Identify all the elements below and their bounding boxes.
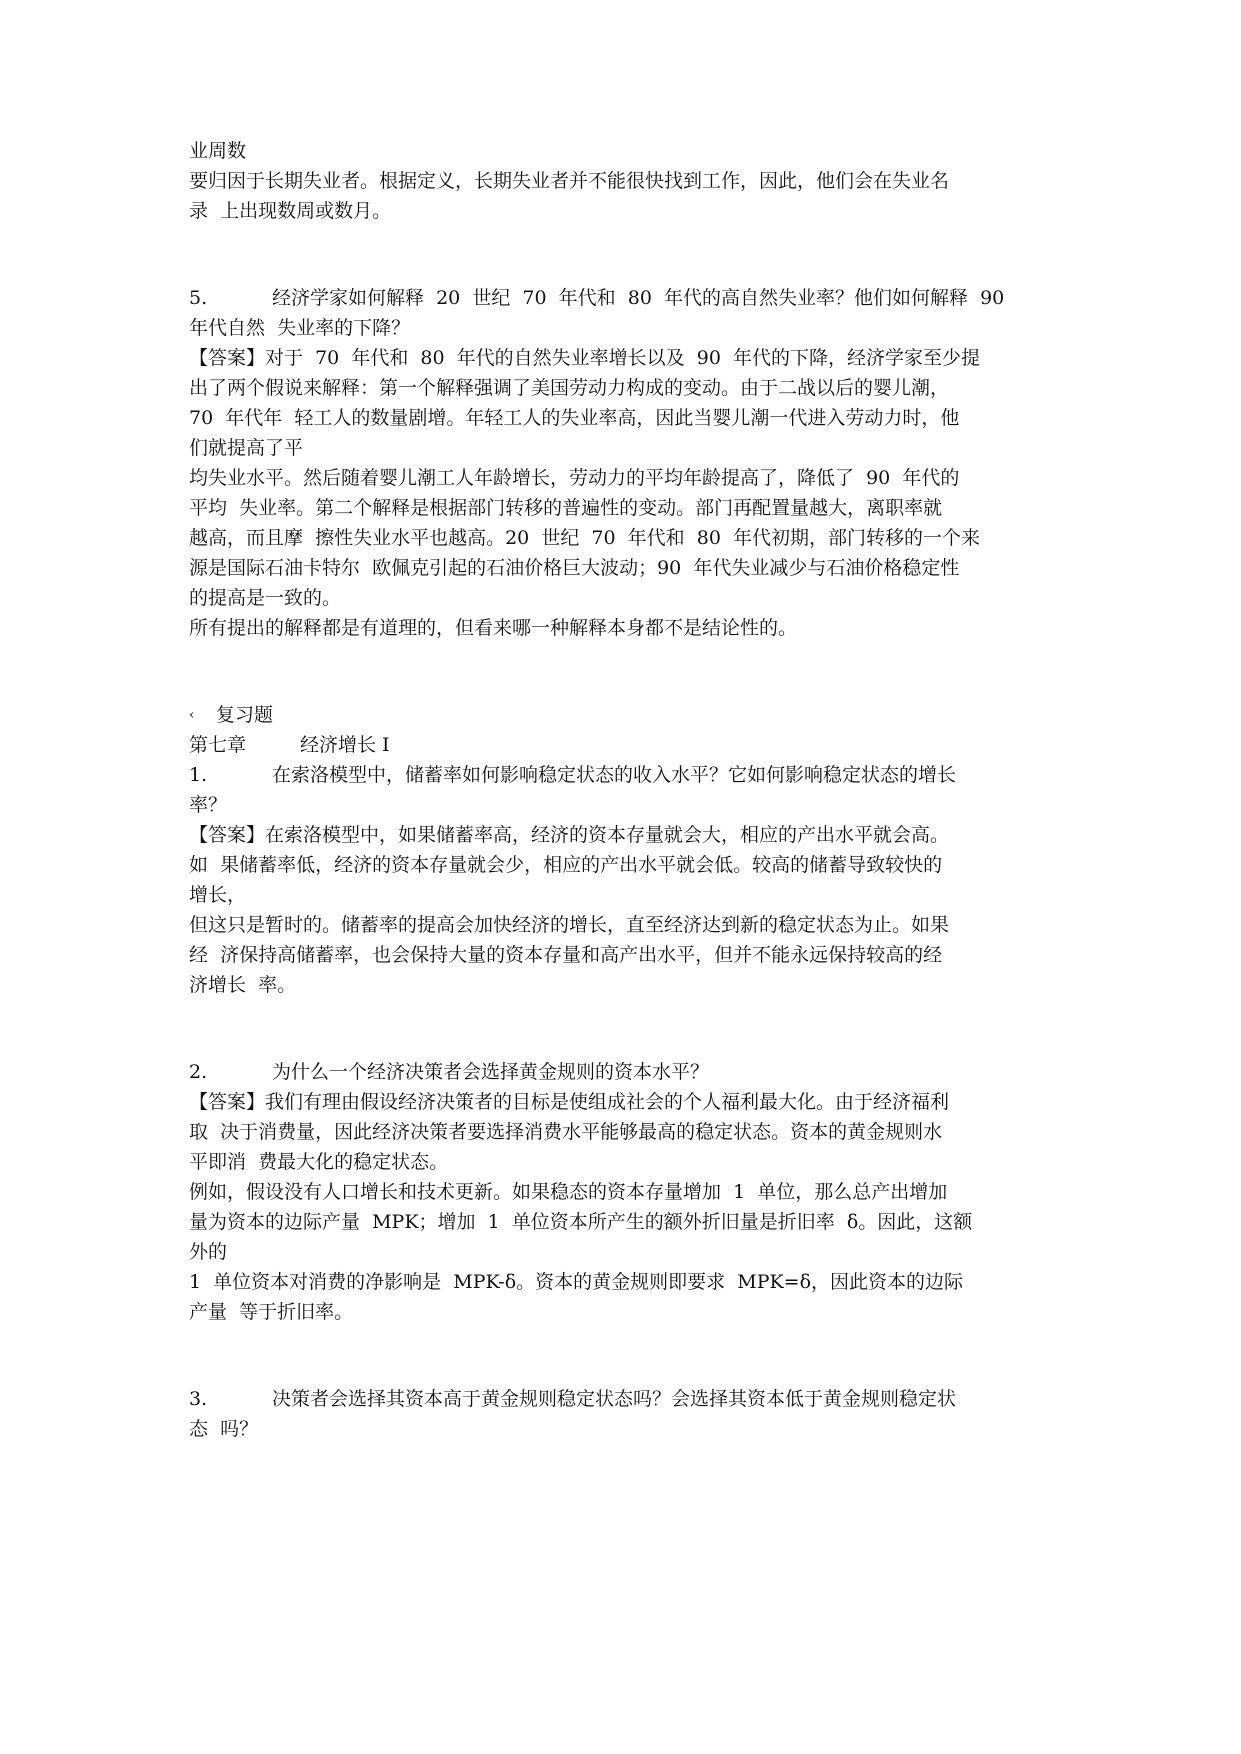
answer-line: 70 年代年 轻工人的数量剧增。年轻工人的失业率高，因此当婴儿潮一代进入劳动力时，他 (189, 407, 960, 429)
chapter-label: 第七章 (189, 734, 247, 756)
answer-line: 的提高是一致的。 (189, 587, 342, 609)
answer-line: 例如，假设没有人口增长和技术更新。如果稳态的资本存量增加 1 单位，那么总产出增加 (189, 1181, 948, 1203)
answer-line: 所有提出的解释都是有道理的，但看来哪一种解释本身都不是结论性的。 (189, 617, 798, 639)
answer-line: 平均 失业率。第二个解释是根据部门转移的普遍性的变动。部门再配置量越大，离职率就 (189, 497, 943, 519)
question-text: 态 吗？ (189, 1418, 259, 1440)
question-number: 2. (189, 1061, 208, 1083)
answer-line: 【答案】对于 70 年代和 80 年代的自然失业率增长以及 90 年代的下降，经济学家至少提 (189, 347, 981, 369)
section-heading: 复习题 (216, 704, 274, 726)
question-number: 3. (189, 1388, 208, 1410)
question-number: 5. (189, 287, 208, 309)
answer-line: 1 单位资本对消费的净影响是 MPK-δ。资本的黄金规则即要求 MPK=δ，因此资本的边际 (189, 1271, 964, 1293)
question-text: 经济学家如何解释 20 世纪 70 年代和 80 年代的高自然失业率？他们如何解释 90 (272, 287, 1005, 309)
question-number: 1. (189, 764, 208, 786)
answer-line: 【答案】我们有理由假设经济决策者的目标是使组成社会的个人福利最大化。由于经济福利 (189, 1091, 950, 1113)
question-text: 在索洛模型中，储蓄率如何影响稳定状态的收入水平？它如何影响稳定状态的增长 (272, 764, 957, 786)
answer-line: 但这只是暂时的。储蓄率的提高会加快经济的增长，直至经济达到新的稳定状态为止。如果 (189, 914, 950, 936)
answer-line: 外的 (189, 1241, 228, 1263)
paragraph-line: 要归因于长期失业者。根据定义，长期失业者并不能很快找到工作，因此，他们会在失业名 (189, 170, 950, 192)
answer-line: 们就提高了平 (189, 437, 304, 459)
answer-line: 产量 等于折旧率。 (189, 1301, 354, 1323)
answer-line: 越高，而且摩 擦性失业水平也越高。20 世纪 70 年代和 80 年代初期，部门转移的一个来 (189, 527, 981, 549)
answer-line: 如 果储蓄率低，经济的资本存量就会少，相应的产出水平就会低。较高的储蓄导致较快的 (189, 854, 943, 876)
answer-line: 量为资本的边际产量 MPK；增加 1 单位资本所产生的额外折旧量是折旧率 δ。因此，这额 (189, 1211, 973, 1233)
paragraph-line: 业周数 (189, 140, 247, 162)
answer-line: 出了两个假说来解释：第一个解释强调了美国劳动力构成的变动。由于二战以后的婴儿潮， (189, 377, 950, 399)
answer-line: 均失业水平。然后随着婴儿潮工人年龄增长，劳动力的平均年龄提高了，降低了 90 年代的 (189, 467, 960, 489)
answer-line: 取 决于消费量，因此经济决策者要选择消费水平能够最高的稳定状态。资本的黄金规则水 (189, 1121, 943, 1143)
answer-line: 平即消 费最大化的稳定状态。 (189, 1151, 449, 1173)
answer-line: 【答案】在索洛模型中，如果储蓄率高，经济的资本存量就会大，相应的产出水平就会高。 (189, 824, 950, 846)
chapter-title: 经济增长 I (300, 734, 390, 756)
answer-line: 增长， (189, 884, 247, 906)
question-text: 决策者会选择其资本高于黄金规则稳定状态吗？会选择其资本低于黄金规则稳定状 (272, 1388, 957, 1410)
bullet-icon: ‹ (189, 707, 195, 723)
paragraph-line: 录 上出现数周或数月。 (189, 200, 392, 222)
question-text: 为什么一个经济决策者会选择黄金规则的资本水平？ (272, 1061, 710, 1083)
answer-line: 源是国际石油卡特尔 欧佩克引起的石油价格巨大波动；90 年代失业减少与石油价格稳定性 (189, 557, 960, 579)
answer-line: 经 济保持高储蓄率，也会保持大量的资本存量和高产出水平，但并不能永远保持较高的经 (189, 944, 943, 966)
question-text: 率？ (189, 794, 228, 816)
question-text: 年代自然 失业率的下降？ (189, 317, 411, 339)
answer-line: 济增长 率。 (189, 974, 297, 996)
